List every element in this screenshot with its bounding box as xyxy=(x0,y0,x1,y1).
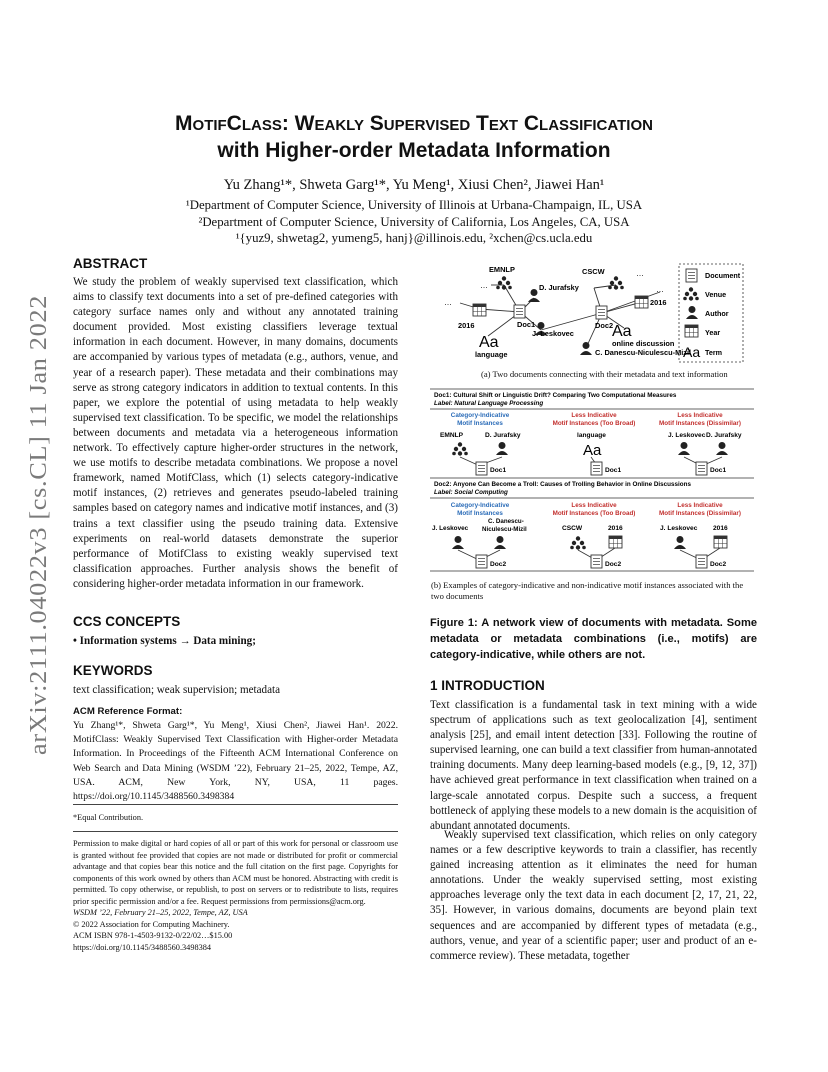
r1c3-leskovec: J. Leskovec xyxy=(668,432,706,439)
calendar-icon xyxy=(609,536,622,548)
col1-head-1: Category-Indicative xyxy=(450,502,510,509)
doc1-title: Doc1: Cultural Shift or Linguistic Drift? Comparing Two Computational Measures xyxy=(434,392,677,399)
venue-icon xyxy=(496,276,512,289)
aa-icon-right: Aa xyxy=(612,323,632,340)
doc2-label: Doc2 xyxy=(595,321,614,330)
legend-venue-icon xyxy=(683,287,699,300)
figure-caption: Figure 1: A network view of documents with metadata. Some metadata or metadata combinations (i.e., motifs) are category-indicative, while others are not. xyxy=(430,617,757,661)
aa-icon: Aa xyxy=(583,442,602,459)
affiliation-2: ²Department of Computer Science, University of California, Los Angeles, CA, USA xyxy=(198,214,630,229)
aa-icon-left: Aa xyxy=(479,334,499,351)
figure-1 xyxy=(428,258,758,598)
caption-b: (b) Examples of category-indicative and non-indicative motif instances associated with the two documents xyxy=(431,580,744,601)
doc2-label-text: Label: Social Computing xyxy=(434,489,508,496)
reference-heading: ACM Reference Format: xyxy=(73,706,183,717)
affiliation-1: ¹Department of Computer Science, University of Illinois at Urbana-Champaign, IL, USA xyxy=(185,198,643,212)
r2c3-doc: Doc2 xyxy=(710,561,727,568)
r1c2-language: language xyxy=(577,432,606,439)
footnote: *Equal Contribution. xyxy=(73,813,144,822)
col2-head-2: Motif Instances (Too Broad) xyxy=(552,420,636,427)
doc2-icon xyxy=(591,555,602,568)
calendar-icon xyxy=(473,304,486,316)
person-icon xyxy=(580,342,592,355)
ellipsis-4: … xyxy=(656,285,664,294)
r2c3-leskovec: J. Leskovec xyxy=(660,525,698,532)
doc2-title: Doc2: Anyone Can Become a Troll: Causes of Trolling Behavior in Online Discussions xyxy=(434,481,691,488)
r2c3-year: 2016 xyxy=(713,525,728,532)
calendar-icon xyxy=(635,296,648,308)
ellipsis-3: … xyxy=(636,269,644,278)
reference-text: Yu Zhang¹*, Shweta Garg¹*, Yu Meng¹, Xiusi Chen², Jiawei Han¹. 2022. MotifClass: Weakly Supervised Text Classification with Higher-order Metadata Information. In Proceedings of the Fifteenth ACM International Conference on Web Search and Data Mining (WSDM ’22), February 21–25, 2022, Tempe, AZ, USA. ACM, New York, NY, USA, 11 pages. https://doi.org/10.1145/3488560.3498384 xyxy=(73,720,398,803)
r2c2-doc: Doc2 xyxy=(605,561,622,568)
caption-a: (a) Two documents connecting with their metadata and text information xyxy=(481,369,728,379)
r1c1-doc: Doc1 xyxy=(490,467,507,474)
col1-head-1: Category-Indicative xyxy=(450,412,510,419)
intro-paragraph-2: Weakly supervised text classification, which relies on only category names or a few descriptive keywords to train a classifier, has recently gained increasing attention as it eliminates the need for human annotations. Under the weakly supervised setting, most existing approaches leverage only the text data in each document [2, 17, 21, 22, 35]. However, in various domains, documents are beyond plain text sequences and are accompanied by different types of metadata (e.g., authors, venue, and year of a scientific paper; user and product of an e-commerce review). These metadata, together xyxy=(430,829,757,962)
year-right-label: 2016 xyxy=(650,298,667,307)
r1c2-doc: Doc1 xyxy=(605,467,622,474)
paper-title xyxy=(80,110,748,164)
r2c2-cscw: CSCW xyxy=(562,525,583,532)
motif-table xyxy=(430,389,754,571)
intro-paragraph-1: Text classification is a fundamental task in text mining with a wide spectrum of applications such as text geolocalization [4], sentiment analysis [25], and email intent detection [33]. Following the routine of supervised learning, one can build a text classifier from human-annotated training documents. Many deep learning-based models (e.g., [9, 12, 37]) have achieved great performance in text classification when trained on a large-scale annotated corpus. Despite such a success, a frequent bottleneck of applying these models to a new domain is the acquisition of abundant annotated documents. xyxy=(430,699,757,832)
doc1-label: Doc1 xyxy=(517,320,536,329)
title-line-2: with Higher-order Metadata Information xyxy=(217,139,611,162)
network-nodes xyxy=(444,265,691,359)
doc2-icon xyxy=(696,555,707,568)
col1-head-2: Motif Instances xyxy=(457,420,503,427)
legend-document-icon xyxy=(686,269,697,282)
r1c1-emnlp: EMNLP xyxy=(440,432,464,439)
r2c1-leskovec: J. Leskovec xyxy=(432,525,469,532)
r2c1-doc: Doc2 xyxy=(490,561,507,568)
legend-term-icon: Aa xyxy=(683,344,701,360)
isbn-line: ACM ISBN 978-1-4503-9132-0/22/02…$15.00 xyxy=(73,931,233,940)
doc1-icon xyxy=(696,462,707,475)
r1c3-jurafsky: D. Jurafsky xyxy=(706,432,742,439)
jurafsky-label: D. Jurafsky xyxy=(539,283,579,292)
ellipsis-2: … xyxy=(444,298,452,307)
ellipsis-1: … xyxy=(480,281,488,290)
doi-line: https://doi.org/10.1145/3488560.3498384 xyxy=(73,942,212,952)
danescu-label: C. Danescu-Niculescu-Mizil xyxy=(595,348,692,357)
legend xyxy=(679,264,743,362)
cscw-label: CSCW xyxy=(582,267,605,276)
person-icon xyxy=(674,536,686,549)
person-icon xyxy=(678,442,690,455)
permission-notice xyxy=(73,838,398,953)
person-icon xyxy=(452,536,464,549)
col3-head-2: Motif Instances (Dissimilar) xyxy=(659,420,741,427)
legend-author: Author xyxy=(705,309,729,318)
r1c3-doc: Doc1 xyxy=(710,467,727,474)
legend-year: Year xyxy=(705,328,721,337)
doc1-label-text: Label: Natural Language Processing xyxy=(434,400,544,407)
arxiv-stamp xyxy=(18,290,56,760)
legend-author-icon xyxy=(686,306,698,319)
person-icon xyxy=(496,442,508,455)
col3-head-1: Less Indicative xyxy=(677,412,723,419)
author-emails: ¹{yuz9, shwetag2, yumeng5, hanj}@illinois.edu, ²xchen@cs.ucla.edu xyxy=(235,231,593,245)
legend-venue: Venue xyxy=(705,290,727,299)
doc1-icon xyxy=(591,462,602,475)
affiliations xyxy=(80,197,748,247)
figure-1-graphic xyxy=(428,258,758,598)
keywords-text: text classification; weak supervision; metadata xyxy=(73,684,281,696)
col2-head-2: Motif Instances (Too Broad) xyxy=(552,510,636,517)
r2c2-year: 2016 xyxy=(608,525,623,532)
ccs-item: • Information systems → Data mining; xyxy=(73,635,256,647)
venue-icon xyxy=(608,276,624,289)
footnote-divider xyxy=(73,804,398,805)
person-icon xyxy=(494,536,506,549)
abstract-heading: ABSTRACT xyxy=(73,256,148,271)
online-discussion-label: online discussion xyxy=(612,339,675,348)
arxiv-stamp-text: arXiv:2111.04022v3 [cs.CL] 11 Jan 2022 xyxy=(26,334,52,755)
col3-head-1: Less Indicative xyxy=(677,502,723,509)
permission-divider xyxy=(73,831,398,832)
author-list: Yu Zhang¹*, Shweta Garg¹*, Yu Meng¹, Xiusi Chen², Jiawei Han¹ xyxy=(223,177,605,193)
venue-icon xyxy=(570,536,586,549)
doc2-icon xyxy=(596,306,607,319)
legend-document: Document xyxy=(705,271,741,280)
person-icon xyxy=(716,442,728,455)
abstract-text: We study the problem of weakly supervised text classification, which aims to classify text documents into a set of pre-defined categories with category surface names only and without any annotated training document provided. Most existing classifiers leverage textual information in each document. However, in many domains, documents are accompanied by various types of metadata (e.g., authors, venue, and year of a research paper). These metadata and their combinations may serve as strong category indicators in addition to textual contents. In this paper, we explore the potential of using metadata to help weakly supervised text classification. To be specific, we model the relationships between documents and metadata via a heterogeneous information network. To effectively capture higher-order structures in the network, we use motifs to describe metadata combinations. We propose a novel framework, named MotifClass, which (1) selects category-indicative motif instances, (2) retrieves and generates pseudo-labeled training samples based on category names and indicative motif instances, and (3) trains a text classifier using the pseudo training data. Extensive experiments on real-world datasets demonstrate the superior performance of MotifClass to existing weakly supervised text classification approaches. Further analysis shows the benefit of considering higher-order metadata information in our framework. xyxy=(73,276,398,590)
legend-year-icon xyxy=(685,325,698,337)
emnlp-label: EMNLP xyxy=(489,265,515,274)
r2c1-danescu-1: C. Danescu- xyxy=(488,518,524,525)
col2-head-1: Less Indicative xyxy=(571,502,617,509)
r2c1-danescu-2: Niculescu-Mizil xyxy=(482,526,527,533)
conference-line: WSDM ’22, February 21–25, 2022, Tempe, AZ, USA xyxy=(73,908,248,917)
language-label: language xyxy=(475,350,508,359)
legend-term: Term xyxy=(705,348,723,357)
venue-icon xyxy=(452,442,468,455)
doc2-icon xyxy=(476,555,487,568)
doc1-icon xyxy=(514,305,525,318)
keywords-heading: KEYWORDS xyxy=(73,663,153,678)
col3-head-2: Motif Instances (Dissimilar) xyxy=(659,510,741,517)
col1-head-2: Motif Instances xyxy=(457,510,503,517)
leskovec-label: J. Leskovec xyxy=(532,329,574,338)
year-left-label: 2016 xyxy=(458,321,475,330)
calendar-icon xyxy=(714,536,727,548)
ccs-heading: CCS CONCEPTS xyxy=(73,614,181,629)
intro-heading: 1 INTRODUCTION xyxy=(430,678,545,693)
permission-text: Permission to make digital or hard copies of all or part of this work for personal or classroom use is granted without fee provided that copies are not made or distributed for profit or commercial advantage and that copies bear this notice and the full citation on the first page. Copyrights for components of this work owned by others than ACM must be honored. Abstracting with credit is permitted. To copy otherwise, or republish, to post on servers or to redistribute to lists, requires prior specific permission and/or a fee. Request permissions from permissions@acm.org. xyxy=(73,839,398,906)
col2-head-1: Less Indicative xyxy=(571,412,617,419)
copyright-line: © 2022 Association for Computing Machinery. xyxy=(73,919,230,929)
doc1-icon xyxy=(476,462,487,475)
r1c1-jurafsky: D. Jurafsky xyxy=(485,432,521,439)
title-line-1: MotifClass: Weakly Supervised Text Classification xyxy=(175,112,653,135)
